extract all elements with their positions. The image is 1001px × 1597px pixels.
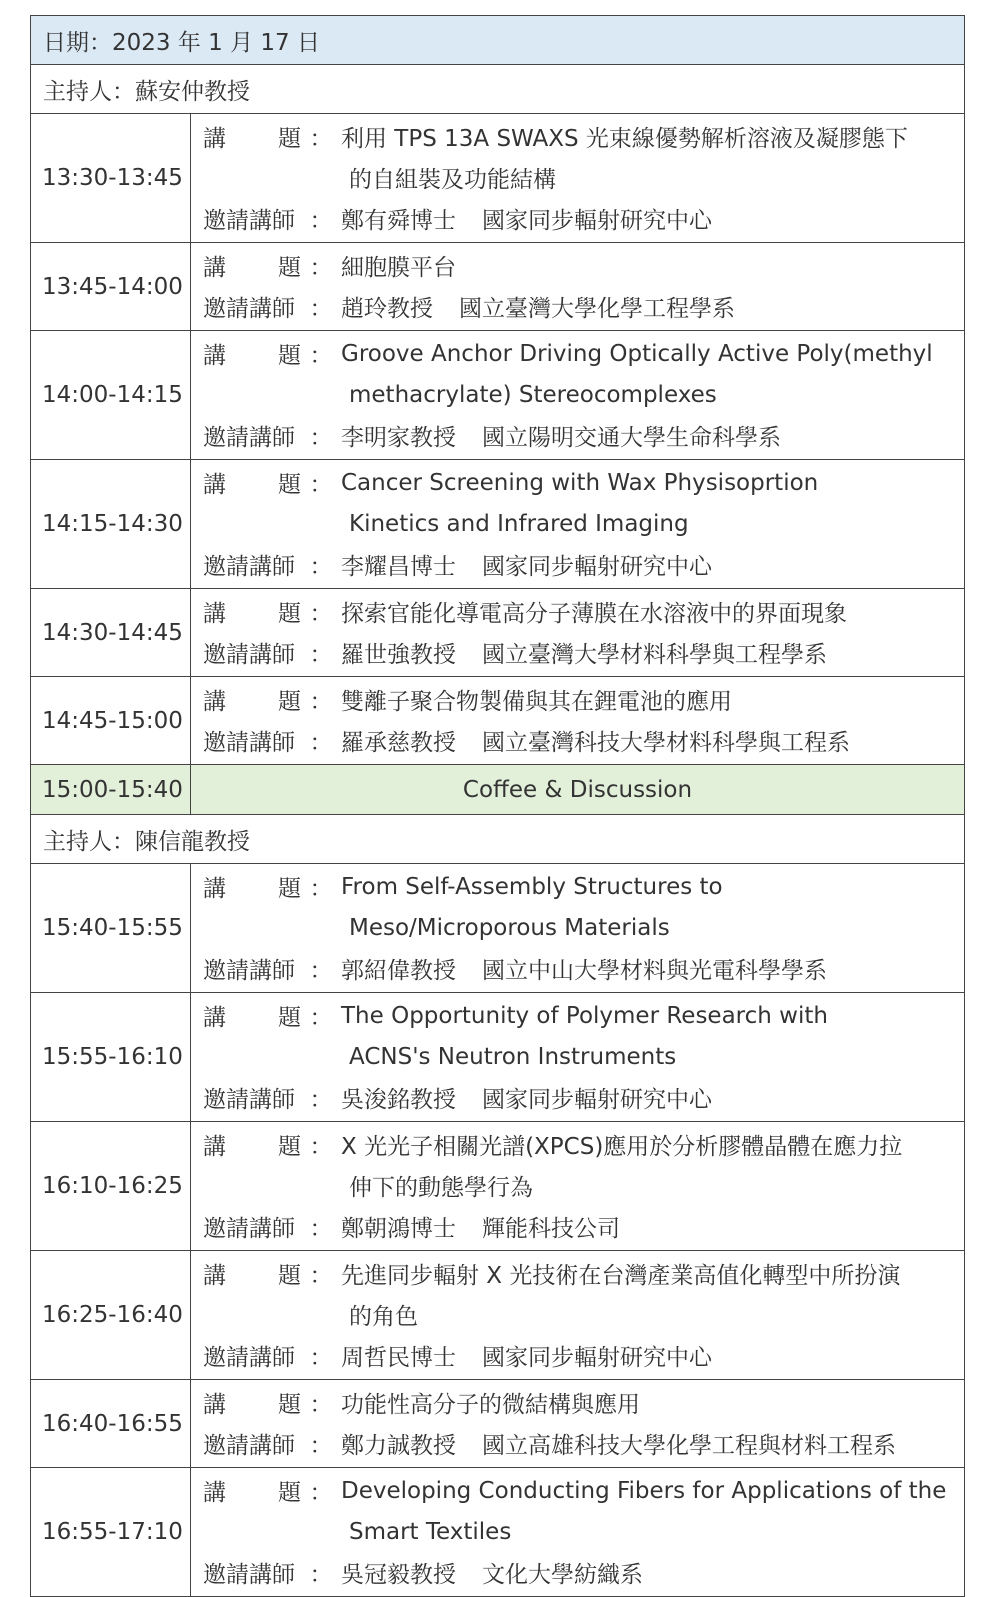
talk-time: 15:55-16:10 xyxy=(31,993,191,1122)
host-cell: 主持人：陳信龍教授 xyxy=(31,815,965,864)
topic-text: X 光光子相關光譜(XPCS)應用於分析膠體晶體在應力拉 xyxy=(341,1134,903,1160)
colon: ： xyxy=(309,958,333,984)
topic-text: 探索官能化導電高分子薄膜在水溶液中的界面現象 xyxy=(341,601,847,627)
schedule-body xyxy=(31,16,965,1597)
talk-detail xyxy=(191,1468,965,1597)
topic-line xyxy=(191,333,964,374)
colon: ： xyxy=(309,1433,333,1459)
speaker-affiliation: 國立臺灣大學材料科學與工程學系 xyxy=(482,642,827,668)
speaker-name: 鄭力誠教授 xyxy=(341,1433,456,1459)
row-label xyxy=(191,337,301,370)
speaker-name: 趙玲教授 xyxy=(341,296,433,322)
host-row xyxy=(31,815,965,864)
topic-continuation: ACNS's Neutron Instruments xyxy=(349,1043,677,1070)
colon: ： xyxy=(309,1216,333,1242)
colon: ： xyxy=(309,472,333,498)
topic-continuation: 伸下的動態學行為 xyxy=(349,1175,533,1201)
colon: ： xyxy=(309,601,333,627)
talk-time: 14:15-14:30 xyxy=(31,460,191,589)
speaker-name: 李明家教授 xyxy=(341,425,456,451)
talk-time: 13:30-13:45 xyxy=(31,114,191,243)
topic-continuation: methacrylate) Stereocomplexes xyxy=(349,381,717,408)
speaker-affiliation: 文化大學紡織系 xyxy=(482,1562,643,1588)
topic-line xyxy=(191,116,964,157)
row-label-part: 題 xyxy=(278,255,301,281)
row-label xyxy=(191,1257,301,1290)
talk-detail xyxy=(191,1380,965,1468)
talk-detail xyxy=(191,1251,965,1380)
topic-continuation: 的自組裝及功能結構 xyxy=(349,167,556,193)
colon: ： xyxy=(309,1087,333,1113)
speaker-line xyxy=(191,1077,964,1118)
topic-continuation: Smart Textiles xyxy=(349,1518,512,1545)
speaker-name: 羅世強教授 xyxy=(341,642,456,668)
talk-row xyxy=(31,1251,965,1380)
talk-time: 15:40-15:55 xyxy=(31,864,191,993)
speaker-label: 邀請講師 xyxy=(203,1345,295,1371)
topic-line xyxy=(191,995,964,1036)
topic-line xyxy=(191,1470,964,1511)
topic-line xyxy=(191,866,964,907)
row-label-part: 題 xyxy=(278,1134,301,1160)
schedule-table xyxy=(30,15,965,1597)
speaker-label: 邀請講師 xyxy=(203,1562,295,1588)
row-label xyxy=(191,249,301,282)
speaker-label: 邀請講師 xyxy=(203,425,295,451)
speaker-label: 邀請講師 xyxy=(203,554,295,580)
speaker-name: 羅承慈教授 xyxy=(341,730,456,756)
talk-row xyxy=(31,993,965,1122)
topic-line xyxy=(191,679,964,720)
topic-text: 細胞膜平台 xyxy=(341,255,456,281)
talk-detail xyxy=(191,589,965,677)
speaker-line xyxy=(191,1552,964,1593)
talk-time: 16:25-16:40 xyxy=(31,1251,191,1380)
colon: ： xyxy=(309,343,333,369)
colon: ： xyxy=(309,126,333,152)
colon: ： xyxy=(309,208,333,234)
row-label-part: 講 xyxy=(203,126,226,152)
topic-text: 功能性高分子的微結構與應用 xyxy=(341,1392,640,1418)
talk-row xyxy=(31,331,965,460)
row-label xyxy=(191,999,301,1032)
row-label-part: 題 xyxy=(278,876,301,902)
row-label-part: 講 xyxy=(203,472,226,498)
colon: ： xyxy=(309,730,333,756)
speaker-label: 邀請講師 xyxy=(203,1216,295,1242)
row-label xyxy=(191,595,301,628)
speaker-name: 李耀昌博士 xyxy=(341,554,456,580)
topic-line xyxy=(191,462,964,503)
topic-text: Groove Anchor Driving Optically Active Poly(methyl xyxy=(341,340,933,367)
topic-text: From Self-Assembly Structures to xyxy=(341,873,723,900)
colon: ： xyxy=(309,1134,333,1160)
talk-time: 16:40-16:55 xyxy=(31,1380,191,1468)
colon: ： xyxy=(309,1345,333,1371)
talk-detail xyxy=(191,331,965,460)
host-cell: 主持人：蘇安仲教授 xyxy=(31,65,965,114)
speaker-label: 邀請講師 xyxy=(203,1087,295,1113)
topic-text: The Opportunity of Polymer Research with xyxy=(341,1002,828,1029)
talk-row xyxy=(31,114,965,243)
talk-row xyxy=(31,460,965,589)
topic-line xyxy=(191,1124,964,1165)
speaker-name: 郭紹偉教授 xyxy=(341,958,456,984)
speaker-label: 邀請講師 xyxy=(203,958,295,984)
colon: ： xyxy=(309,876,333,902)
colon: ： xyxy=(309,1263,333,1289)
talk-detail xyxy=(191,243,965,331)
speaker-line xyxy=(191,1206,964,1247)
date-cell: 日期：2023 年 1 月 17 日 xyxy=(31,16,965,65)
colon: ： xyxy=(309,255,333,281)
talk-detail xyxy=(191,460,965,589)
speaker-line xyxy=(191,1423,964,1464)
speaker-label: 邀請講師 xyxy=(203,296,295,322)
speaker-name: 吳浚銘教授 xyxy=(341,1087,456,1113)
talk-time: 14:45-15:00 xyxy=(31,677,191,765)
talk-row xyxy=(31,864,965,993)
talk-time: 14:00-14:15 xyxy=(31,331,191,460)
row-label-part: 講 xyxy=(203,343,226,369)
speaker-affiliation: 國立臺灣大學化學工程學系 xyxy=(459,296,735,322)
row-label xyxy=(191,870,301,903)
topic-continuation: Meso/Microporous Materials xyxy=(349,914,670,941)
colon: ： xyxy=(309,1005,333,1031)
row-label-part: 題 xyxy=(278,601,301,627)
row-label xyxy=(191,683,301,716)
talk-time: 16:10-16:25 xyxy=(31,1122,191,1251)
colon: ： xyxy=(309,689,333,715)
speaker-affiliation: 輝能科技公司 xyxy=(482,1216,620,1242)
topic-text: Cancer Screening with Wax Physisoprtion xyxy=(341,469,819,496)
speaker-label: 邀請講師 xyxy=(203,730,295,756)
topic-line xyxy=(191,1253,964,1294)
colon: ： xyxy=(309,642,333,668)
colon: ： xyxy=(309,425,333,451)
row-label-part: 題 xyxy=(278,1392,301,1418)
date-row xyxy=(31,16,965,65)
talk-row xyxy=(31,1380,965,1468)
talk-row xyxy=(31,243,965,331)
colon: ： xyxy=(309,554,333,580)
row-label-part: 題 xyxy=(278,1480,301,1506)
topic-text: Developing Conducting Fibers for Applications of the xyxy=(341,1477,947,1504)
speaker-line xyxy=(191,415,964,456)
row-label-part: 題 xyxy=(278,472,301,498)
topic-text: 雙離子聚合物製備與其在鋰電池的應用 xyxy=(341,689,732,715)
row-label xyxy=(191,1386,301,1419)
row-label-part: 講 xyxy=(203,601,226,627)
row-label-part: 講 xyxy=(203,1134,226,1160)
talk-detail xyxy=(191,864,965,993)
speaker-label: 邀請講師 xyxy=(203,642,295,668)
talk-row xyxy=(31,1468,965,1597)
row-label-part: 講 xyxy=(203,1392,226,1418)
row-label-part: 講 xyxy=(203,1005,226,1031)
speaker-affiliation: 國家同步輻射研究中心 xyxy=(482,1087,712,1113)
talk-time: 13:45-14:00 xyxy=(31,243,191,331)
row-label-part: 題 xyxy=(278,689,301,715)
speaker-line xyxy=(191,1335,964,1376)
topic-text: 先進同步輻射 X 光技術在台灣產業高值化轉型中所扮演 xyxy=(341,1263,901,1289)
row-label-part: 題 xyxy=(278,1005,301,1031)
row-label xyxy=(191,1128,301,1161)
break-row xyxy=(31,765,965,815)
speaker-affiliation: 國立臺灣科技大學材料科學與工程系 xyxy=(482,730,850,756)
speaker-name: 鄭有舜博士 xyxy=(341,208,456,234)
topic-text: 利用 TPS 13A SWAXS 光束線優勢解析溶液及凝膠態下 xyxy=(341,126,908,152)
speaker-name: 吳冠毅教授 xyxy=(341,1562,456,1588)
row-label xyxy=(191,120,301,153)
talk-detail xyxy=(191,993,965,1122)
speaker-line xyxy=(191,720,964,761)
topic-line xyxy=(191,591,964,632)
speaker-affiliation: 國立中山大學材料與光電科學學系 xyxy=(482,958,827,984)
speaker-affiliation: 國家同步輻射研究中心 xyxy=(482,554,712,580)
row-label-part: 題 xyxy=(278,343,301,369)
colon: ： xyxy=(309,296,333,322)
row-label-part: 講 xyxy=(203,1480,226,1506)
row-label-part: 講 xyxy=(203,1263,226,1289)
speaker-line xyxy=(191,544,964,585)
row-label-part: 講 xyxy=(203,255,226,281)
topic-continuation: 的角色 xyxy=(349,1304,418,1330)
colon: ： xyxy=(309,1480,333,1506)
talk-detail xyxy=(191,114,965,243)
row-label-part: 題 xyxy=(278,126,301,152)
speaker-line xyxy=(191,948,964,989)
speaker-line xyxy=(191,286,964,327)
break-time: 15:00-15:40 xyxy=(31,765,191,815)
speaker-label: 邀請講師 xyxy=(203,208,295,234)
speaker-affiliation: 國立陽明交通大學生命科學系 xyxy=(482,425,781,451)
colon: ： xyxy=(309,1562,333,1588)
row-label-part: 講 xyxy=(203,689,226,715)
row-label-part: 講 xyxy=(203,876,226,902)
topic-line xyxy=(191,245,964,286)
talk-detail xyxy=(191,677,965,765)
row-label-part: 題 xyxy=(278,1263,301,1289)
speaker-affiliation: 國家同步輻射研究中心 xyxy=(482,208,712,234)
talk-time: 16:55-17:10 xyxy=(31,1468,191,1597)
break-label: Coffee & Discussion xyxy=(191,765,965,815)
speaker-affiliation: 國立高雄科技大學化學工程與材料工程系 xyxy=(482,1433,896,1459)
speaker-line xyxy=(191,632,964,673)
topic-continuation: Kinetics and Infrared Imaging xyxy=(349,510,689,537)
colon: ： xyxy=(309,1392,333,1418)
speaker-line xyxy=(191,198,964,239)
speaker-affiliation: 國家同步輻射研究中心 xyxy=(482,1345,712,1371)
host-row xyxy=(31,65,965,114)
row-label xyxy=(191,466,301,499)
talk-row xyxy=(31,677,965,765)
speaker-name: 鄭朝鴻博士 xyxy=(341,1216,456,1242)
talk-row xyxy=(31,589,965,677)
speaker-label: 邀請講師 xyxy=(203,1433,295,1459)
talk-detail xyxy=(191,1122,965,1251)
row-label xyxy=(191,1474,301,1507)
talk-time: 14:30-14:45 xyxy=(31,589,191,677)
topic-line xyxy=(191,1382,964,1423)
talk-row xyxy=(31,1122,965,1251)
speaker-name: 周哲民博士 xyxy=(341,1345,456,1371)
